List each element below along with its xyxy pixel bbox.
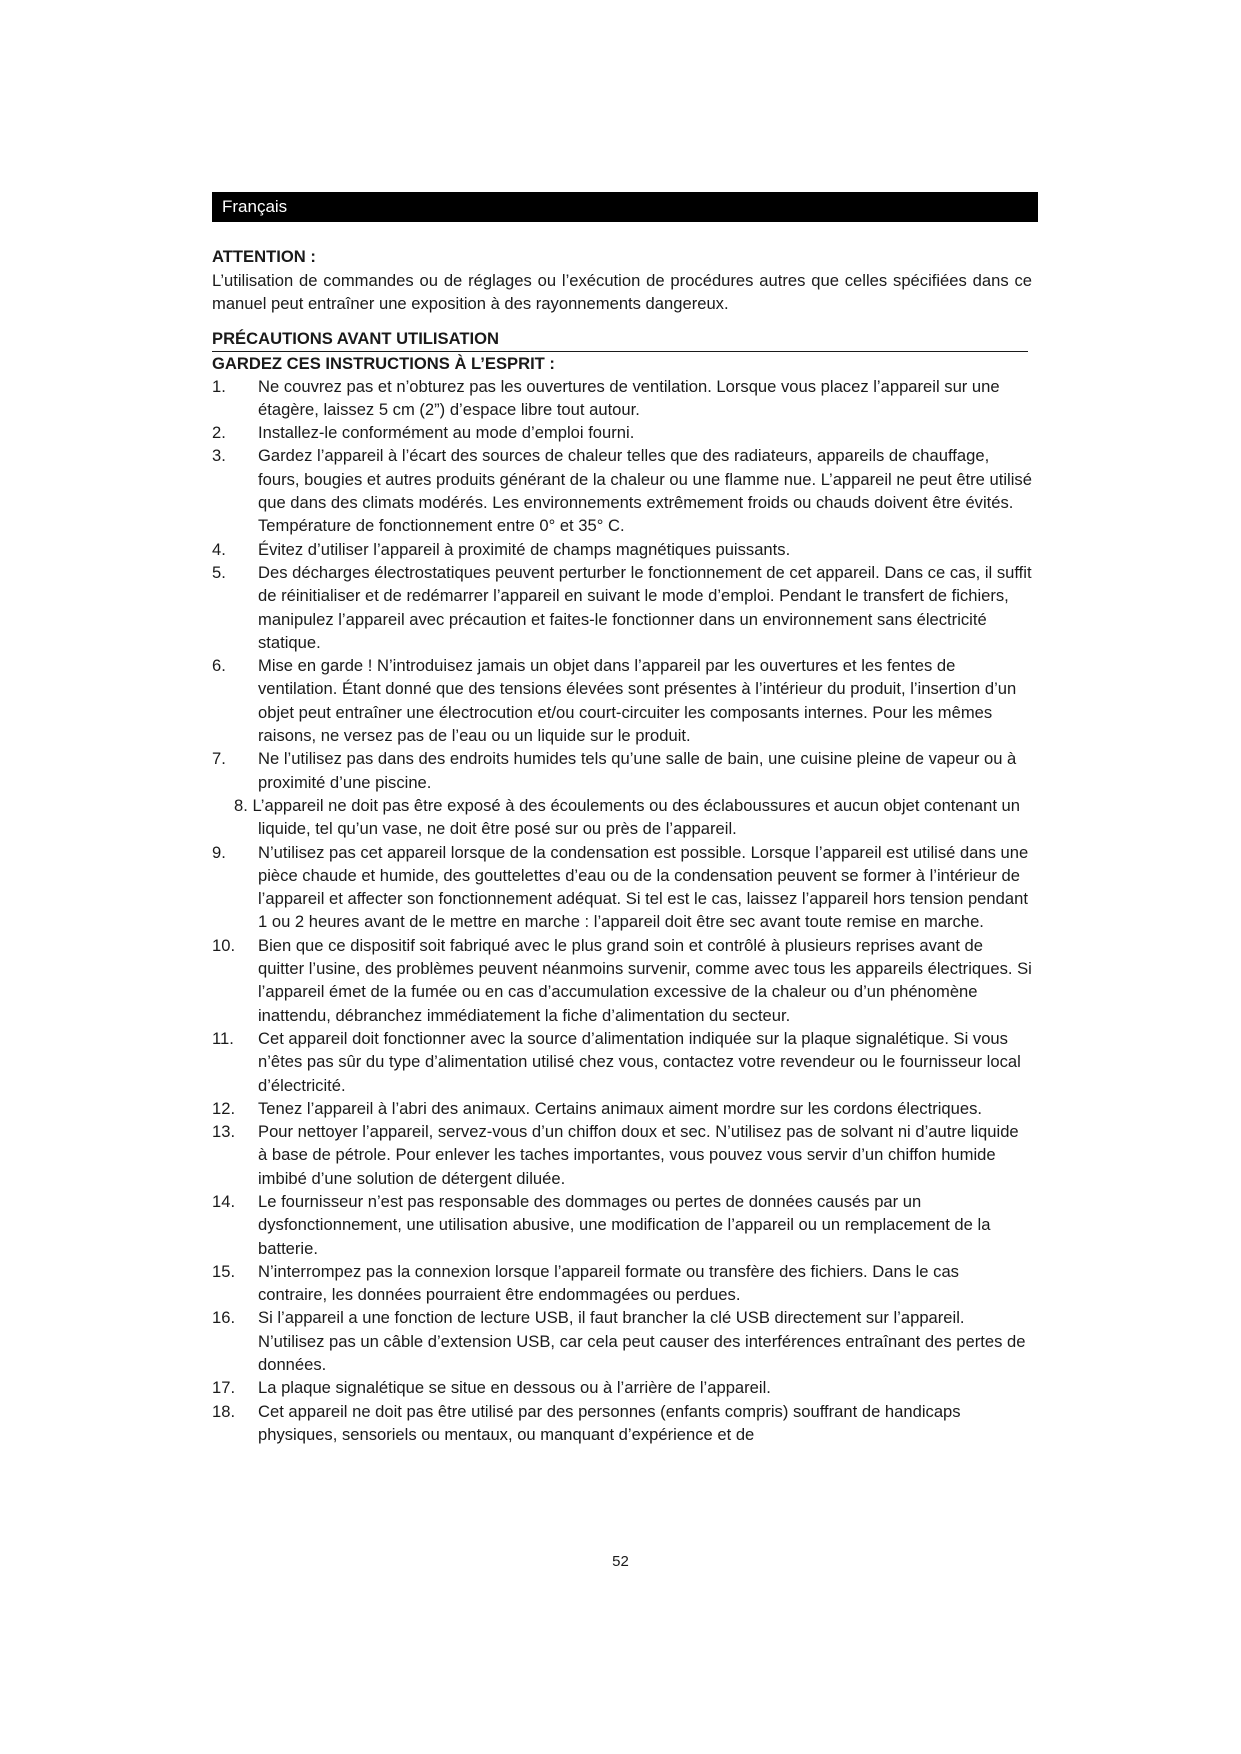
list-item bbox=[212, 794, 1032, 841]
list-item-number: 10. bbox=[212, 935, 236, 955]
list-item bbox=[212, 1376, 1032, 1399]
list-item-number: 7. bbox=[212, 749, 226, 769]
list-item-text: Cet appareil ne doit pas être utilisé par des personnes (enfants compris) souffrant de handicaps physiques, sensoriels ou mentaux, ou manquant d’expérience et de bbox=[258, 1401, 961, 1444]
list-item bbox=[212, 934, 1032, 1027]
precautions-title: PRÉCAUTIONS AVANT UTILISATION bbox=[212, 328, 500, 348]
list-item bbox=[212, 561, 1032, 654]
list-item-number: 4. bbox=[212, 539, 226, 559]
list-item bbox=[212, 1027, 1032, 1097]
list-item bbox=[212, 1097, 1032, 1120]
attention-text: L’utilisation de commandes ou de réglages ou l’exécution de procédures autres que celles spécifiées dans ce manuel peut entraîner une exposition à des rayonnements dangereux. bbox=[212, 271, 1032, 314]
list-item-text: La plaque signalétique se situe en dessous ou à l’arrière de l’appareil. bbox=[258, 1378, 771, 1398]
list-item bbox=[212, 1260, 1032, 1307]
list-item bbox=[212, 375, 1032, 422]
list-item-text: N’interrompez pas la connexion lorsque l’appareil formate ou transfère des fichiers. Dans le cas contraire, les données pourraient être endommagées ou perdues. bbox=[258, 1261, 959, 1305]
precautions-subtitle: GARDEZ CES INSTRUCTIONS À L’ESPRIT : bbox=[212, 351, 1028, 375]
list-item bbox=[212, 654, 1032, 747]
list-item-number: 16. bbox=[212, 1308, 236, 1328]
list-item-number: 1. bbox=[212, 376, 226, 396]
list-item-number: 13. bbox=[212, 1122, 236, 1142]
attention-title: ATTENTION : bbox=[212, 247, 316, 266]
list-item-text: Mise en garde ! N’introduisez jamais un objet dans l’appareil par les ouvertures et les fentes de ventilation. Étant donné que des tensions élevées sont présentes à l’intérieur du produit, l’insertion d’un objet peut entraîner une électrocution et/ou court-circuiter les composants internes. Pour les mêmes raisons, ne versez pas de l’eau ou un liquide sur le produit. bbox=[258, 656, 1017, 746]
list-item bbox=[212, 444, 1032, 537]
list-item-text: Cet appareil doit fonctionner avec la source d’alimentation indiquée sur la plaque signalétique. Si vous n’êtes pas sûr du type d’alimentation utilisé chez vous, contactez votre revendeur ou le fournisseur local d’électricité. bbox=[258, 1028, 1021, 1095]
list-item-number: 14. bbox=[212, 1191, 236, 1211]
list-item bbox=[212, 1400, 1032, 1447]
list-item-text: Tenez l’appareil à l’abri des animaux. Certains animaux aiment mordre sur les cordons électriques. bbox=[258, 1098, 983, 1118]
list-item-text: L’appareil ne doit pas être exposé à des écoulements ou des éclaboussures et aucun objet contenant un liquide, tel qu’un vase, ne doit être posé sur ou près de l’appareil. bbox=[252, 795, 1021, 839]
list-item-text: Évitez d’utiliser l’appareil à proximité de champs magnétiques puissants. bbox=[258, 539, 791, 559]
page-content bbox=[212, 245, 1032, 1446]
language-header-bar: Français bbox=[212, 192, 1038, 222]
list-item bbox=[212, 1120, 1032, 1190]
list-item-text: N’utilisez pas cet appareil lorsque de la condensation est possible. Lorsque l’appareil est utilisé dans une pièce chaude et humide, des gouttelettes d’eau ou de la condensation peuvent se former à l’intérieur de l’appareil et affecter son fonctionnement adéquat. Si tel est le cas, laissez l’appareil hors tension pendant 1 ou 2 heures avant de le mettre en marche : l’appareil doit être sec avant toute remise en marche. bbox=[258, 842, 1029, 932]
list-item-number: 12. bbox=[212, 1098, 236, 1118]
list-item-number: 17. bbox=[212, 1378, 236, 1398]
list-item-number: 2. bbox=[212, 423, 226, 443]
list-item-text: Gardez l’appareil à l’écart des sources de chaleur telles que des radiateurs, appareils de chauffage, fours, bougies et autres produits générant de la chaleur ou une flamme nue. L’appareil ne peut être utilisé que dans des climats modérés. Les environnements extrêmement froids ou chauds doivent être évités. Température de fonctionnement entre 0° et 35° C. bbox=[258, 446, 1032, 536]
list-item-text: Le fournisseur n’est pas responsable des dommages ou pertes de données causés par un dysfonctionnement, une utilisation abusive, une modification de l’appareil ou un remplacement de la batterie. bbox=[258, 1191, 991, 1258]
list-item bbox=[212, 421, 1032, 444]
list-item-number: 9. bbox=[212, 842, 226, 862]
list-item bbox=[212, 841, 1032, 934]
list-item-number: 6. bbox=[212, 656, 226, 676]
list-item-number: 18. bbox=[212, 1401, 236, 1421]
list-item-text: Pour nettoyer l’appareil, servez-vous d’un chiffon doux et sec. N’utilisez pas de solvant ni d’autre liquide à base de pétrole. Pour enlever les taches importantes, vous pouvez vous servir d’un chiffon humide imbibé d’une solution de détergent diluée. bbox=[258, 1122, 1019, 1188]
list-item-number: 5. bbox=[212, 562, 226, 582]
list-item-text: Des décharges électrostatiques peuvent perturber le fonctionnement de cet appareil. Dans ce cas, il suffit de réinitialiser et de redémarrer l’appareil en suivant le mode d’emploi. Pendant le transfert de fichiers, manipulez l’appareil avec précaution et faites-le fonctionner dans un environnement sans électricité statique. bbox=[258, 562, 1032, 652]
list-item bbox=[212, 747, 1032, 794]
page-number: 52 bbox=[612, 1553, 629, 1570]
list-item-number: 15. bbox=[212, 1261, 236, 1281]
list-item-number: 3. bbox=[212, 446, 226, 466]
list-item bbox=[212, 1190, 1032, 1260]
list-item-text: Bien que ce dispositif soit fabriqué avec le plus grand soin et contrôlé à plusieurs reprises avant de quitter l’usine, des problèmes peuvent néanmoins survenir, comme avec tous les appareils électriques. Si l’appareil émet de la fumée ou en cas d’accumulation excessive de la chaleur ou d’un phénomène inattendu, débranchez immédiatement la fiche d’alimentation du secteur. bbox=[258, 935, 1032, 1025]
list-item-number: 8. bbox=[234, 795, 248, 815]
list-item-text: Si l’appareil a une fonction de lecture USB, il faut brancher la clé USB directement sur l’appareil. N’utilisez pas un câble d’extension USB, car cela peut causer des interférences entraînant des pertes de données. bbox=[258, 1308, 1026, 1375]
list-item-number: 11. bbox=[212, 1028, 234, 1048]
precautions-list bbox=[212, 375, 1032, 1447]
list-item-text: Installez-le conformément au mode d’emploi fourni. bbox=[258, 423, 635, 443]
list-item bbox=[212, 538, 1032, 561]
list-item-text: Ne l’utilisez pas dans des endroits humides tels qu’une salle de bain, une cuisine pleine de vapeur ou à proximité d’une piscine. bbox=[258, 749, 1017, 792]
list-item bbox=[212, 1306, 1032, 1376]
list-item-text: Ne couvrez pas et n’obturez pas les ouvertures de ventilation. Lorsque vous placez l’appareil sur une étagère, laissez 5 cm (2”) d’espace libre tout autour. bbox=[258, 376, 1000, 419]
